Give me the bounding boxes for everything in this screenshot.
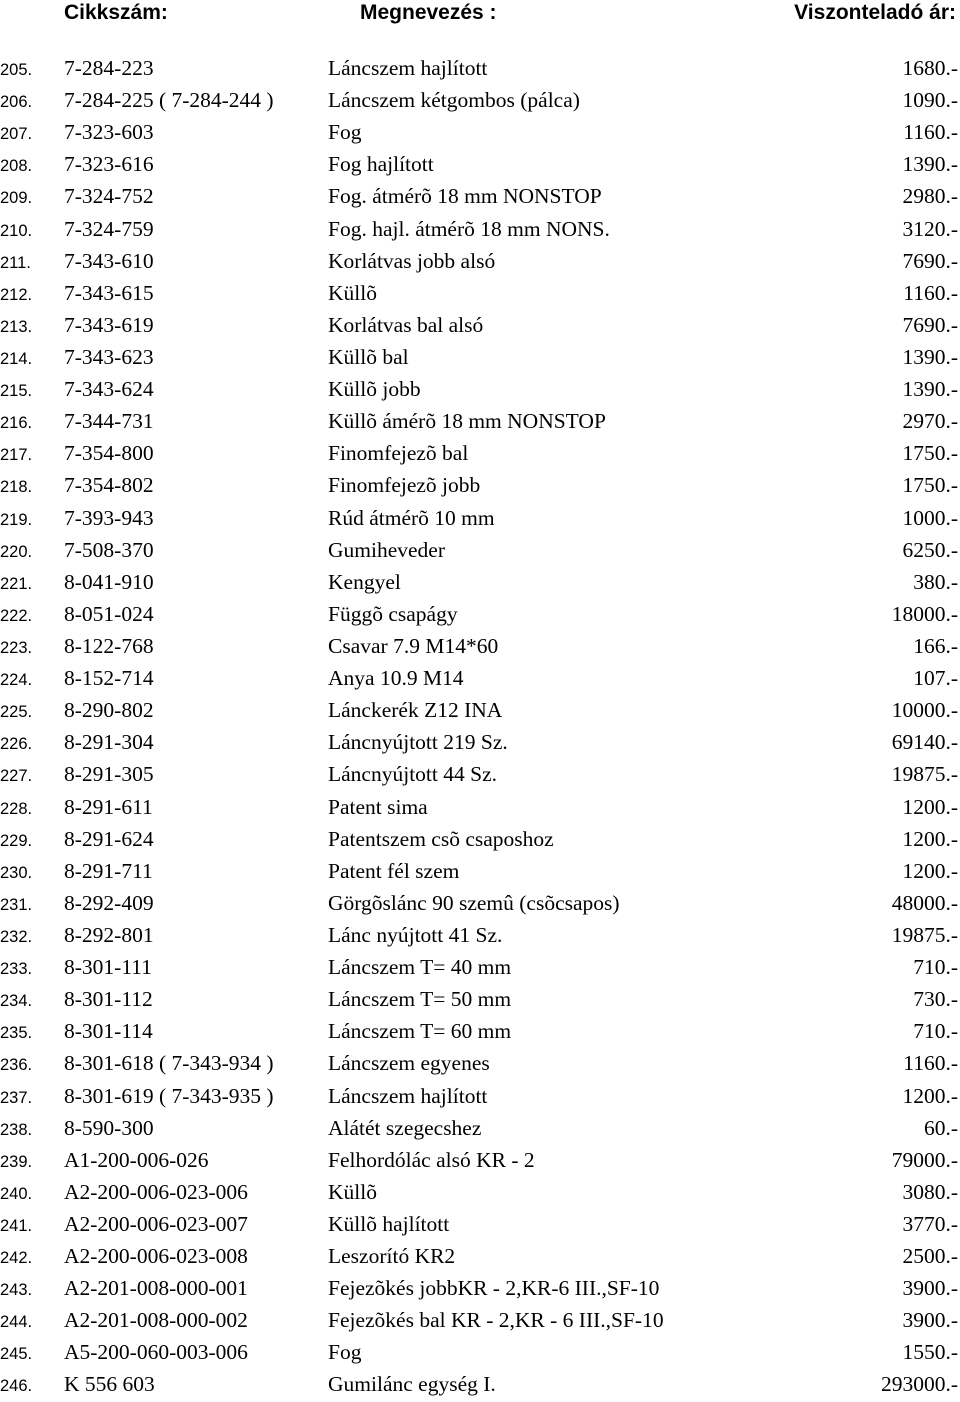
row-number: 232.: [0, 927, 33, 946]
item-price: 166.-: [913, 633, 958, 658]
item-name: Függõ csapágy: [328, 601, 458, 626]
table-row: [0, 566, 960, 598]
item-price: 1200.-: [902, 1083, 958, 1108]
row-number: 240.: [0, 1184, 33, 1203]
row-number: 243.: [0, 1281, 33, 1300]
item-name: Korlátvas jobb alsó: [328, 248, 496, 273]
item-price: 730.-: [913, 987, 958, 1012]
row-number: 230.: [0, 863, 33, 882]
row-number: 208.: [0, 157, 33, 176]
item-price: 1200.-: [902, 794, 958, 819]
table-row: [0, 373, 960, 405]
item-price: 1160.-: [903, 120, 958, 145]
table-row: [0, 534, 960, 566]
item-name: Csavar 7.9 M14*60: [328, 633, 499, 658]
row-number: 227.: [0, 767, 33, 786]
table-row: [0, 887, 960, 919]
row-number: 213.: [0, 317, 33, 336]
item-name: Fog: [328, 1340, 362, 1365]
item-name: Görgõslánc 90 szemû (csõcsapos): [328, 890, 620, 915]
item-price: 10000.-: [891, 698, 958, 723]
item-code: 8-301-619 ( 7-343-935 ): [64, 1083, 274, 1108]
item-price: 3900.-: [902, 1276, 958, 1301]
item-price: 1390.-: [902, 377, 958, 402]
item-name: Finomfejezõ jobb: [328, 473, 481, 498]
row-number: 219.: [0, 510, 33, 529]
item-code: 8-290-802: [64, 698, 154, 723]
item-name: Láncszem egyenes: [328, 1051, 490, 1076]
item-name: Gumiheveder: [328, 537, 446, 562]
item-price: 6250.-: [902, 537, 958, 562]
table-row: [0, 919, 960, 951]
item-code: K 556 603: [64, 1372, 155, 1397]
row-number: 218.: [0, 478, 33, 497]
row-number: 246.: [0, 1377, 33, 1396]
item-price: 2980.-: [902, 184, 958, 209]
table-row: [0, 855, 960, 887]
item-code: 8-301-618 ( 7-343-934 ): [64, 1051, 274, 1076]
table-row: [0, 1112, 960, 1144]
table-row: [0, 1240, 960, 1272]
item-price: 18000.-: [891, 601, 958, 626]
item-code: 7-324-752: [64, 184, 154, 209]
header-name-label: Megnevezés :: [360, 1, 497, 24]
item-price: 1200.-: [902, 858, 958, 883]
item-code: 8-301-112: [64, 987, 153, 1012]
item-price: 48000.-: [891, 890, 958, 915]
item-code: 8-292-409: [64, 890, 154, 915]
item-code: 7-343-610: [64, 248, 154, 273]
row-number: 236.: [0, 1056, 33, 1075]
item-code: 8-051-024: [64, 601, 154, 626]
row-number: 237.: [0, 1088, 33, 1107]
table-row: [0, 277, 960, 309]
row-number: 238.: [0, 1120, 33, 1139]
row-number: 205.: [0, 61, 33, 79]
table-row: [0, 1015, 960, 1047]
table-row: [0, 951, 960, 983]
row-number: 222.: [0, 606, 33, 625]
item-name: Fog hajlított: [328, 152, 434, 177]
row-number: 241.: [0, 1216, 33, 1235]
table-row: [0, 1336, 960, 1368]
item-name: Láncszem kétgombos (pálca): [328, 88, 580, 113]
item-price: 1160.-: [903, 280, 958, 305]
item-price: 1750.-: [902, 473, 958, 498]
item-name: Láncszem T= 40 mm: [328, 955, 512, 980]
row-number: 233.: [0, 960, 33, 979]
item-name: Küllõ: [328, 1179, 377, 1204]
item-price: 79000.-: [891, 1147, 958, 1172]
item-code: 8-291-624: [64, 826, 154, 851]
table-row: [0, 758, 960, 790]
item-name: Küllõ: [328, 280, 377, 305]
table-row: [0, 116, 960, 148]
item-code: 8-291-304: [64, 730, 154, 755]
item-price: 2970.-: [902, 409, 958, 434]
item-code: 8-292-801: [64, 922, 154, 947]
item-code: 7-323-616: [64, 152, 154, 177]
item-code: 7-323-603: [64, 120, 154, 145]
item-price: 3080.-: [902, 1179, 958, 1204]
price-list: [0, 52, 960, 1401]
table-row: [0, 1368, 960, 1400]
item-name: Lánckerék Z12 INA: [328, 698, 503, 723]
table-row: [0, 630, 960, 662]
row-number: 207.: [0, 125, 33, 144]
item-name: Küllõ bal: [328, 344, 409, 369]
row-number: 245.: [0, 1345, 33, 1364]
item-price: 3770.-: [902, 1211, 958, 1236]
table-row: [0, 84, 960, 116]
item-code: 8-122-768: [64, 633, 154, 658]
item-price: 19875.-: [891, 922, 958, 947]
item-name: Leszorító KR2: [328, 1244, 456, 1269]
item-name: Patent sima: [328, 794, 428, 819]
row-number: 226.: [0, 735, 33, 754]
table-row: [0, 662, 960, 694]
table-row: [0, 1047, 960, 1079]
item-code: 8-301-114: [64, 1019, 153, 1044]
item-code: 8-291-305: [64, 762, 154, 787]
row-number: 231.: [0, 895, 33, 914]
table-row: [0, 469, 960, 501]
row-number: 239.: [0, 1152, 33, 1171]
item-name: Felhordólác alsó KR - 2: [328, 1147, 535, 1172]
item-code: A2-200-006-023-006: [64, 1179, 248, 1204]
header-price-label: Viszonteladó ár:: [794, 1, 956, 24]
item-price: 107.-: [913, 666, 958, 691]
row-number: 242.: [0, 1249, 33, 1268]
item-code: 7-284-225 ( 7-284-244 ): [64, 88, 274, 113]
table-row: [0, 502, 960, 534]
column-header: [0, 0, 960, 26]
item-code: 7-393-943: [64, 505, 154, 530]
table-row: [0, 791, 960, 823]
row-number: 228.: [0, 799, 33, 818]
item-price: 3900.-: [902, 1308, 958, 1333]
item-code: 7-354-800: [64, 441, 154, 466]
item-code: 7-508-370: [64, 537, 154, 562]
item-name: Fog. hajl. átmérõ 18 mm NONS.: [328, 216, 610, 241]
item-code: 7-284-223: [64, 56, 154, 80]
item-name: Küllõ hajlított: [328, 1211, 450, 1236]
table-row: [0, 694, 960, 726]
table-row: [0, 148, 960, 180]
item-code: A2-200-006-023-007: [64, 1211, 248, 1236]
table-row: [0, 1272, 960, 1304]
row-number: 212.: [0, 285, 33, 304]
item-code: 8-041-910: [64, 569, 154, 594]
item-code: 8-152-714: [64, 666, 154, 691]
item-price: 380.-: [913, 569, 958, 594]
row-number: 221.: [0, 574, 33, 593]
item-price: 3120.-: [902, 216, 958, 241]
item-code: A2-201-008-000-002: [64, 1308, 248, 1333]
row-number: 234.: [0, 992, 33, 1011]
item-price: 1000.-: [902, 505, 958, 530]
table-row: [0, 1176, 960, 1208]
header-code-label: Cikkszám:: [64, 1, 168, 24]
item-name: Patentszem csõ csaposhoz: [328, 826, 554, 851]
table-row: [0, 341, 960, 373]
item-code: 7-324-759: [64, 216, 154, 241]
item-price: 1390.-: [902, 344, 958, 369]
row-number: 224.: [0, 671, 33, 690]
row-number: 229.: [0, 831, 33, 850]
table-row: [0, 983, 960, 1015]
item-price: 2500.-: [902, 1244, 958, 1269]
row-number: 223.: [0, 638, 33, 657]
item-price: 1160.-: [903, 1051, 958, 1076]
row-number: 220.: [0, 542, 33, 561]
item-name: Láncszem T= 60 mm: [328, 1019, 512, 1044]
item-code: 7-343-624: [64, 377, 154, 402]
table-row: [0, 1144, 960, 1176]
item-name: Fejezõkés jobbKR - 2,KR-6 III.,SF-10: [328, 1276, 660, 1301]
item-name: Rúd átmérõ 10 mm: [328, 505, 495, 530]
item-price: 69140.-: [891, 730, 958, 755]
item-code: 7-343-623: [64, 344, 154, 369]
table-row: [0, 437, 960, 469]
table-row: [0, 405, 960, 437]
row-number: 235.: [0, 1024, 33, 1043]
item-price: 1090.-: [902, 88, 958, 113]
table-row: [0, 180, 960, 212]
item-code: A2-200-006-023-008: [64, 1244, 248, 1269]
item-price: 7690.-: [902, 248, 958, 273]
item-name: Korlátvas bal alsó: [328, 312, 484, 337]
table-row: [0, 213, 960, 245]
item-name: Lánc nyújtott 41 Sz.: [328, 922, 503, 947]
item-price: 1390.-: [902, 152, 958, 177]
item-name: Patent fél szem: [328, 858, 460, 883]
table-row: [0, 245, 960, 277]
item-name: Láncnyújtott 219 Sz.: [328, 730, 508, 755]
item-code: 8-291-611: [64, 794, 153, 819]
item-price: 1550.-: [902, 1340, 958, 1365]
table-row: [0, 1080, 960, 1112]
item-name: Fejezõkés bal KR - 2,KR - 6 III.,SF-10: [328, 1308, 664, 1333]
item-name: Alátét szegecshez: [328, 1115, 482, 1140]
table-row: [0, 598, 960, 630]
row-number: 210.: [0, 221, 33, 240]
item-price: 710.-: [913, 955, 958, 980]
item-code: A1-200-006-026: [64, 1147, 209, 1172]
item-name: Gumilánc egység I.: [328, 1372, 496, 1397]
item-name: Láncszem T= 50 mm: [328, 987, 512, 1012]
item-name: Kengyel: [328, 569, 401, 594]
item-name: Fog: [328, 120, 362, 145]
item-code: 7-354-802: [64, 473, 154, 498]
row-number: 214.: [0, 349, 33, 368]
item-price: 7690.-: [902, 312, 958, 337]
row-number: 206.: [0, 93, 33, 112]
row-number: 215.: [0, 382, 33, 401]
item-name: Láncszem hajlított: [328, 1083, 488, 1108]
item-name: Finomfejezõ bal: [328, 441, 469, 466]
row-number: 211.: [0, 253, 31, 272]
item-price: 1750.-: [902, 441, 958, 466]
item-price: 293000.-: [880, 1372, 958, 1397]
item-price: 1200.-: [902, 826, 958, 851]
item-price: 19875.-: [891, 762, 958, 787]
row-number: 217.: [0, 446, 33, 465]
item-price: 710.-: [913, 1019, 958, 1044]
item-code: A5-200-060-003-006: [64, 1340, 248, 1365]
item-code: 7-343-619: [64, 312, 154, 337]
table-row: [0, 1208, 960, 1240]
table-row: [0, 1304, 960, 1336]
item-price: 60.-: [923, 1115, 958, 1140]
item-price: 1680.-: [902, 56, 958, 80]
row-number: 244.: [0, 1313, 33, 1332]
item-code: A2-201-008-000-001: [64, 1276, 248, 1301]
table-row: [0, 823, 960, 855]
row-number: 225.: [0, 703, 33, 722]
item-code: 8-301-111: [64, 955, 152, 980]
row-number: 216.: [0, 414, 33, 433]
item-name: Láncszem hajlított: [328, 56, 488, 80]
item-name: Küllõ jobb: [328, 377, 421, 402]
item-name: Fog. átmérõ 18 mm NONSTOP: [328, 184, 602, 209]
item-name: Anya 10.9 M14: [328, 666, 464, 691]
item-code: 8-291-711: [64, 858, 153, 883]
row-number: 209.: [0, 189, 33, 208]
item-name: Küllõ ámérõ 18 mm NONSTOP: [328, 409, 606, 434]
item-code: 8-590-300: [64, 1115, 154, 1140]
item-code: 7-343-615: [64, 280, 154, 305]
item-code: 7-344-731: [64, 409, 154, 434]
table-row: [0, 309, 960, 341]
item-name: Láncnyújtott 44 Sz.: [328, 762, 497, 787]
table-row: [0, 52, 960, 84]
table-row: [0, 726, 960, 758]
